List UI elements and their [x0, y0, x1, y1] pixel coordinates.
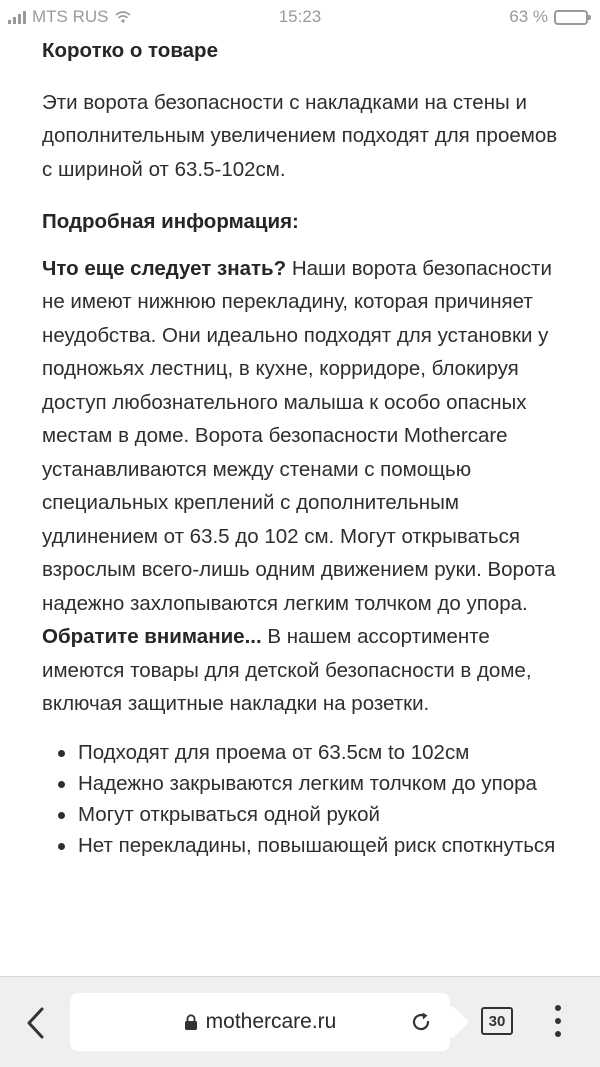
- list-item: Могут открываться одной рукой: [58, 801, 562, 828]
- details-text: Наши ворота безопасности не имеют нижнюю перекладину, которая причиняет неудобства. Они идеально подходят для установки у подножьях лестниц, в кухне, корридоре, блокируя доступ любознательного малыша к особо опасных местам в доме. Ворота безопасности Mothercare устанавливаются между стенами с помощью специальных креплений с дополнительным удлинением от 63.5 до 102 см. Могут открываться взрослым всего-лишь одним движением руки. Ворота надежно захлопываются легким толчком до упора.: [42, 256, 556, 615]
- lock-icon: [184, 1014, 198, 1031]
- details-paragraph: [42, 252, 562, 721]
- product-description: [42, 34, 562, 863]
- battery-percent: 63 %: [509, 7, 548, 26]
- url-text: mothercare.ru: [205, 1010, 337, 1033]
- wifi-icon: [115, 11, 131, 23]
- notice-text: В нашем ассортименте имеются товары для детской безопасности в доме, включая защитные накладки на розетки.: [42, 625, 532, 715]
- back-icon: [26, 1007, 46, 1039]
- list-item: Надежно закрываются легким толчком до упора: [58, 770, 562, 797]
- short-description: Эти ворота безопасности с накладками на стены и дополнительным увеличением подходят для проемов с шириной от 63.5-102см.: [42, 90, 558, 181]
- details-lead: Что еще следует знать?: [42, 256, 287, 280]
- tab-count: 30: [488, 1012, 506, 1030]
- tabs-button[interactable]: [481, 1007, 513, 1035]
- status-time: 15:23: [278, 7, 322, 26]
- list-item: Подходят для проема от 63.5см to 102см: [58, 739, 562, 766]
- reload-icon[interactable]: [410, 1011, 432, 1033]
- feature-list: [42, 739, 562, 859]
- notice-lead: Обратите внимание...: [42, 625, 262, 648]
- menu-icon[interactable]: [548, 999, 568, 1043]
- list-item: Нет перекладины, повышающей риск споткнуться: [58, 832, 562, 859]
- carrier-label: MTS RUS: [32, 7, 109, 26]
- address-bar[interactable]: [70, 993, 450, 1051]
- status-right: [509, 7, 600, 27]
- back-button[interactable]: [18, 1003, 54, 1043]
- section-heading-short: Коротко о товаре: [42, 39, 218, 62]
- section-heading-details: Подробная информация:: [42, 210, 299, 233]
- status-left: [0, 7, 131, 27]
- battery-icon: [554, 10, 588, 25]
- status-bar: [0, 0, 600, 34]
- signal-icon: [8, 10, 26, 24]
- browser-toolbar: [0, 976, 600, 1067]
